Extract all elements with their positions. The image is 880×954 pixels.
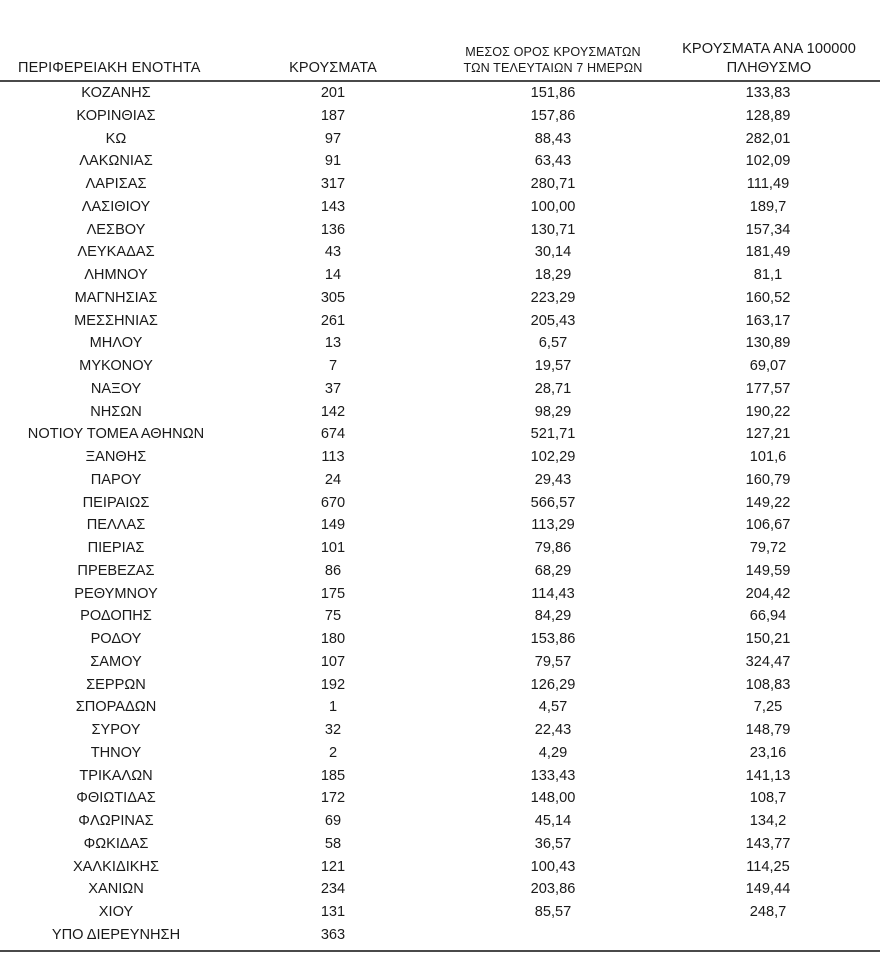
cell-cases: 58 [324, 835, 342, 852]
cell-7day-average: 68,29 [534, 562, 572, 579]
cell-cases-per-100000: 69,07 [749, 358, 787, 374]
cell-region: ΤΡΙΚΑΛΩΝ [79, 767, 153, 784]
cell-7day-average: 28,71 [534, 380, 572, 397]
cell-7day-average: 22,43 [534, 722, 572, 738]
cell-cases-per-100000: 149,59 [745, 562, 791, 579]
cell-region: ΦΛΩΡΙΝΑΣ [78, 813, 154, 829]
cell-cases-per-100000: 101,6 [749, 449, 787, 465]
table-row [0, 765, 880, 788]
cell-region: ΣΠΟΡΑΔΩΝ [75, 699, 157, 716]
cell-cases-per-100000: 149,44 [745, 881, 791, 898]
cell-cases: 149 [320, 517, 346, 534]
cell-region: ΛΑΚΩΝΙΑΣ [79, 153, 153, 170]
cell-cases: 7 [328, 358, 338, 374]
table-row [0, 264, 880, 287]
table-row [0, 787, 880, 810]
cell-region: ΛΕΥΚΑΔΑΣ [77, 244, 155, 261]
cell-cases-per-100000: 160,52 [745, 289, 791, 306]
cell-region: ΝΟΤΙΟΥ ΤΟΜΕΑ ΑΘΗΝΩΝ [27, 426, 205, 443]
cell-region: ΜΑΓΝΗΣΙΑΣ [74, 289, 158, 306]
table-row [0, 355, 880, 378]
cell-region: ΥΠΟ ΔΙΕΡΕΥΝΗΣΗ [51, 926, 181, 943]
cell-cases-per-100000: 177,57 [745, 380, 791, 397]
column-header-7day-average-line1: ΜΕΣΟΣ ΟΡΟΣ ΚΡΟΥΣΜΑΤΩΝ [465, 45, 641, 59]
column-header-region: ΠΕΡΙΦΕΡΕΙΑΚΗ ΕΝΟΤΗΤΑ [18, 60, 201, 76]
cell-7day-average: 45,14 [534, 813, 572, 829]
cell-region: ΠΕΛΛΑΣ [86, 517, 146, 534]
table-row [0, 173, 880, 196]
cell-cases-per-100000: 189,7 [749, 198, 787, 215]
cell-7day-average: 30,14 [534, 244, 572, 261]
table-row [0, 423, 880, 446]
table-row [0, 241, 880, 264]
cell-cases-per-100000: 23,16 [749, 744, 787, 761]
table-row [0, 469, 880, 492]
cell-region: ΝΑΞΟΥ [90, 380, 142, 397]
cell-region: ΡΟΔΟΥ [90, 631, 142, 647]
cell-cases: 261 [320, 312, 346, 329]
cell-region: ΧΑΛΚΙΔΙΚΗΣ [72, 858, 160, 875]
cell-cases-per-100000: 127,21 [745, 426, 791, 443]
cell-cases-per-100000: 81,1 [753, 267, 783, 283]
cell-cases: 86 [324, 562, 342, 579]
cell-7day-average: 79,86 [534, 540, 572, 556]
table-row [0, 219, 880, 242]
cell-cases: 107 [320, 653, 346, 670]
cell-region: ΠΕΙΡΑΙΩΣ [82, 494, 150, 511]
cell-cases: 234 [320, 881, 346, 898]
cell-cases: 185 [320, 767, 346, 784]
table-row [0, 583, 880, 606]
table-row [0, 856, 880, 879]
column-header-cases-per-100000 [660, 40, 878, 78]
cell-region: ΜΕΣΣΗΝΙΑΣ [74, 312, 158, 329]
cell-cases-per-100000: 130,89 [745, 335, 791, 352]
cell-cases-per-100000: 141,13 [745, 767, 791, 784]
cell-cases: 143 [320, 198, 346, 215]
table-row [0, 492, 880, 515]
cell-cases: 69 [324, 813, 342, 829]
table-row [0, 696, 880, 719]
column-header-cases-per-100000-line1: ΚΡΟΥΣΜΑΤΑ ΑΝΑ 100000 [682, 41, 856, 57]
cell-cases: 1 [328, 699, 338, 716]
cell-cases: 187 [320, 107, 346, 124]
cell-7day-average: 84,29 [534, 608, 572, 625]
table-row [0, 378, 880, 401]
cell-7day-average: 566,57 [530, 494, 576, 511]
table-row [0, 742, 880, 765]
cell-7day-average: 85,57 [534, 904, 572, 920]
cell-region: ΧΑΝΙΩΝ [88, 881, 144, 898]
cell-7day-average: 114,43 [531, 585, 575, 602]
cell-cases: 32 [324, 722, 342, 738]
cell-region: ΜΗΛΟΥ [89, 335, 143, 352]
cell-region: ΠΙΕΡΙΑΣ [87, 540, 145, 556]
column-header-7day-average-line2: ΤΩΝ ΤΕΛΕΥΤΑΙΩΝ 7 ΗΜΕΡΩΝ [463, 61, 643, 75]
cell-7day-average: 153,86 [530, 631, 576, 647]
cell-7day-average: 280,71 [530, 176, 576, 192]
cell-cases-per-100000: 150,21 [745, 631, 791, 647]
cell-cases-per-100000: 181,49 [745, 244, 791, 261]
cell-cases: 192 [320, 676, 346, 693]
cell-cases: 97 [324, 130, 342, 147]
cell-7day-average: 148,00 [530, 790, 576, 807]
cell-7day-average: 29,43 [534, 471, 572, 488]
cell-region: ΛΑΡΙΣΑΣ [85, 176, 147, 192]
cell-7day-average: 203,86 [530, 881, 576, 898]
cell-7day-average: 18,29 [534, 267, 572, 283]
table-row [0, 674, 880, 697]
table-row [0, 560, 880, 583]
cell-cases: 13 [324, 335, 342, 352]
cell-cases-per-100000: 204,42 [745, 585, 791, 602]
cell-region: ΣΑΜΟΥ [90, 653, 142, 670]
column-header-cases-per-100000-line2: ΠΛΗΘΥΣΜΟ [726, 60, 812, 76]
cell-7day-average: 79,57 [534, 653, 572, 670]
cell-cases: 142 [320, 403, 346, 420]
cell-region: ΡΕΘΥΜΝΟΥ [74, 585, 158, 602]
cell-7day-average: 157,86 [530, 107, 576, 124]
cell-cases: 91 [324, 153, 342, 170]
cell-cases-per-100000: 114,25 [746, 858, 790, 875]
table-row [0, 833, 880, 856]
cell-7day-average: 6,57 [538, 335, 568, 352]
cell-7day-average: 113,29 [531, 517, 575, 534]
cell-7day-average: 130,71 [530, 221, 576, 238]
table-row [0, 514, 880, 537]
cell-cases-per-100000: 248,7 [749, 904, 787, 920]
cell-cases: 121 [320, 858, 346, 875]
cell-7day-average: 223,29 [530, 289, 576, 306]
cell-cases-per-100000: 106,67 [745, 517, 791, 534]
cell-7day-average: 88,43 [534, 130, 572, 147]
table-row [0, 605, 880, 628]
cell-cases-per-100000: 143,77 [745, 835, 791, 852]
cell-cases-per-100000: 163,17 [745, 312, 791, 329]
cell-cases: 172 [320, 790, 346, 807]
table-row [0, 105, 880, 128]
cell-7day-average: 126,29 [530, 676, 576, 693]
table-row [0, 901, 880, 924]
cell-cases: 201 [320, 85, 346, 101]
cell-region: ΚΟΖΑΝΗΣ [81, 85, 151, 101]
cell-region: ΝΗΣΩΝ [90, 403, 142, 420]
cell-cases: 180 [320, 631, 346, 647]
cell-cases-per-100000: 282,01 [745, 130, 791, 147]
cell-7day-average: 63,43 [534, 153, 572, 170]
cell-cases-per-100000: 133,83 [745, 85, 791, 101]
table-row [0, 537, 880, 560]
cell-region: ΠΡΕΒΕΖΑΣ [77, 562, 155, 579]
cell-cases-per-100000: 108,83 [745, 676, 791, 693]
cell-cases: 43 [324, 244, 342, 261]
cell-cases-per-100000: 108,7 [749, 790, 787, 807]
cell-7day-average: 36,57 [534, 835, 572, 852]
cell-cases-per-100000: 148,79 [745, 722, 791, 738]
cell-region: ΦΘΙΩΤΙΔΑΣ [76, 790, 156, 807]
cell-cases: 131 [320, 904, 346, 920]
cell-7day-average: 4,29 [538, 744, 568, 761]
cell-region: ΣΥΡΟΥ [91, 722, 141, 738]
cell-cases-per-100000: 157,34 [745, 221, 791, 238]
table-row [0, 719, 880, 742]
cell-cases: 317 [320, 176, 346, 192]
cell-cases-per-100000: 102,09 [745, 153, 791, 170]
cell-cases: 305 [320, 289, 346, 306]
cell-region: ΡΟΔΟΠΗΣ [80, 608, 152, 625]
table-row [0, 310, 880, 333]
cell-region: ΞΑΝΘΗΣ [85, 449, 147, 465]
table-row [0, 150, 880, 173]
table-header-row [0, 0, 880, 82]
table-body [0, 82, 880, 947]
table-row [0, 810, 880, 833]
cell-7day-average: 151,86 [530, 85, 576, 101]
cell-cases: 175 [320, 585, 346, 602]
cell-cases: 75 [324, 608, 342, 625]
cell-cases-per-100000: 149,22 [745, 494, 791, 511]
cell-cases-per-100000: 111,49 [746, 176, 790, 192]
table-row [0, 651, 880, 674]
table-row [0, 924, 880, 947]
cell-7day-average: 521,71 [530, 426, 576, 443]
cell-region: ΛΑΣΙΘΙΟΥ [81, 198, 151, 215]
cell-7day-average: 100,00 [530, 198, 576, 215]
cell-cases: 14 [324, 267, 342, 283]
cell-region: ΠΑΡΟΥ [90, 471, 142, 488]
cell-7day-average: 102,29 [530, 449, 576, 465]
cell-7day-average: 4,57 [538, 699, 568, 716]
cell-cases: 2 [328, 744, 338, 761]
table-row [0, 287, 880, 310]
table-row [0, 446, 880, 469]
cell-cases-per-100000: 160,79 [745, 471, 791, 488]
cell-cases: 670 [320, 494, 346, 511]
table-row [0, 628, 880, 651]
cell-region: ΚΟΡΙΝΘΙΑΣ [76, 107, 156, 124]
column-header-cases: ΚΡΟΥΣΜΑΤΑ [289, 60, 377, 76]
cell-region: ΛΕΣΒΟΥ [86, 221, 146, 238]
cell-region: ΣΕΡΡΩΝ [86, 676, 146, 693]
cell-7day-average: 133,43 [530, 767, 576, 784]
cell-cases: 363 [320, 926, 346, 943]
column-header-7day-average [440, 44, 666, 76]
cell-region: ΚΩ [105, 130, 127, 147]
cell-cases: 101 [320, 540, 346, 556]
cell-cases-per-100000: 66,94 [749, 608, 787, 625]
cell-cases-per-100000: 324,47 [745, 653, 791, 670]
cell-7day-average: 100,43 [530, 858, 576, 875]
cell-cases: 37 [324, 380, 342, 397]
cell-region: ΧΙΟΥ [98, 904, 134, 920]
table-row [0, 401, 880, 424]
table-row [0, 878, 880, 901]
cell-7day-average: 205,43 [530, 312, 576, 329]
cell-cases-per-100000: 79,72 [749, 540, 787, 556]
cell-cases-per-100000: 190,22 [745, 403, 791, 420]
cell-cases: 136 [320, 221, 346, 238]
table-row [0, 82, 880, 105]
cell-cases: 113 [321, 449, 345, 465]
cell-cases: 674 [320, 426, 346, 443]
table-row [0, 332, 880, 355]
cell-cases-per-100000: 7,25 [753, 699, 783, 716]
cell-cases-per-100000: 128,89 [745, 107, 791, 124]
table-bottom-rule [0, 950, 880, 952]
table-row [0, 196, 880, 219]
cell-region: ΛΗΜΝΟΥ [84, 267, 148, 283]
table-row [0, 128, 880, 151]
cell-region: ΦΩΚΙΔΑΣ [83, 835, 149, 852]
cell-7day-average: 98,29 [534, 403, 572, 420]
cell-region: ΤΗΝΟΥ [90, 744, 142, 761]
cell-cases: 24 [324, 471, 342, 488]
cell-region: ΜΥΚΟΝΟΥ [79, 358, 153, 374]
cell-7day-average: 19,57 [534, 358, 572, 374]
cell-cases-per-100000: 134,2 [749, 813, 787, 829]
